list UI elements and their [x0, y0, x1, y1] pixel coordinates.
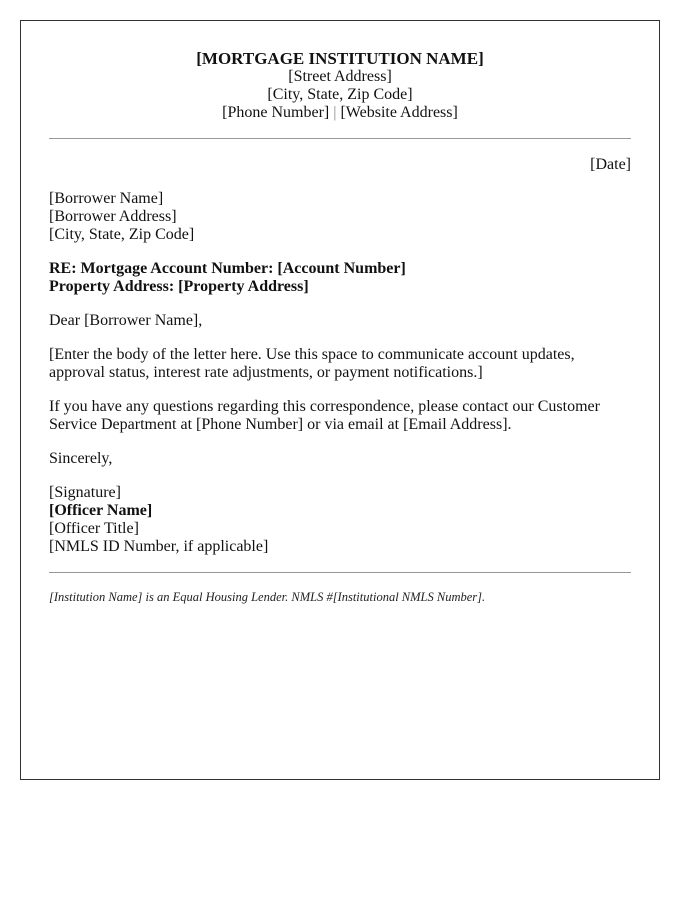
subject-block [49, 260, 631, 296]
letter-page [20, 20, 660, 780]
closing: Sincerely, [49, 450, 113, 467]
street-address: [Street Address] [288, 68, 392, 85]
recipient-block [49, 190, 631, 244]
officer-title: [Officer Title] [49, 520, 139, 537]
property-address-line: Property Address: [Property Address] [49, 278, 309, 295]
footer-disclaimer: [Institution Name] is an Equal Housing Lender. NMLS #[Institutional NMLS Number]. [49, 590, 486, 604]
website-address: [Website Address] [340, 104, 458, 121]
body-paragraph-2: If you have any questions regarding this correspondence, please contact our Customer Service Department at [Phone Number] or via email at [Email Address]. [49, 398, 600, 433]
nmls-id: [NMLS ID Number, if applicable] [49, 538, 269, 555]
letter-date: [Date] [590, 156, 631, 173]
body-paragraph-1: [Enter the body of the letter here. Use this space to communicate account updates, approval status, interest rate adjustments, or payment notifications.] [49, 346, 575, 381]
signature: [Signature] [49, 484, 121, 501]
header-divider [49, 138, 631, 139]
signature-block [49, 484, 631, 556]
account-number-line: RE: Mortgage Account Number: [Account Number] [49, 260, 406, 277]
separator: | [333, 104, 337, 121]
letterhead [49, 49, 631, 122]
officer-name: [Officer Name] [49, 502, 153, 519]
recipient-name: [Borrower Name] [49, 190, 164, 207]
footer-divider [49, 572, 631, 573]
recipient-city-state-zip: [City, State, Zip Code] [49, 226, 195, 243]
institution-name: [MORTGAGE INSTITUTION NAME] [196, 49, 484, 68]
recipient-address: [Borrower Address] [49, 208, 177, 225]
salutation: Dear [Borrower Name], [49, 312, 203, 329]
phone-number: [Phone Number] [222, 104, 330, 121]
city-state-zip: [City, State, Zip Code] [267, 86, 413, 103]
contact-line [49, 104, 631, 122]
